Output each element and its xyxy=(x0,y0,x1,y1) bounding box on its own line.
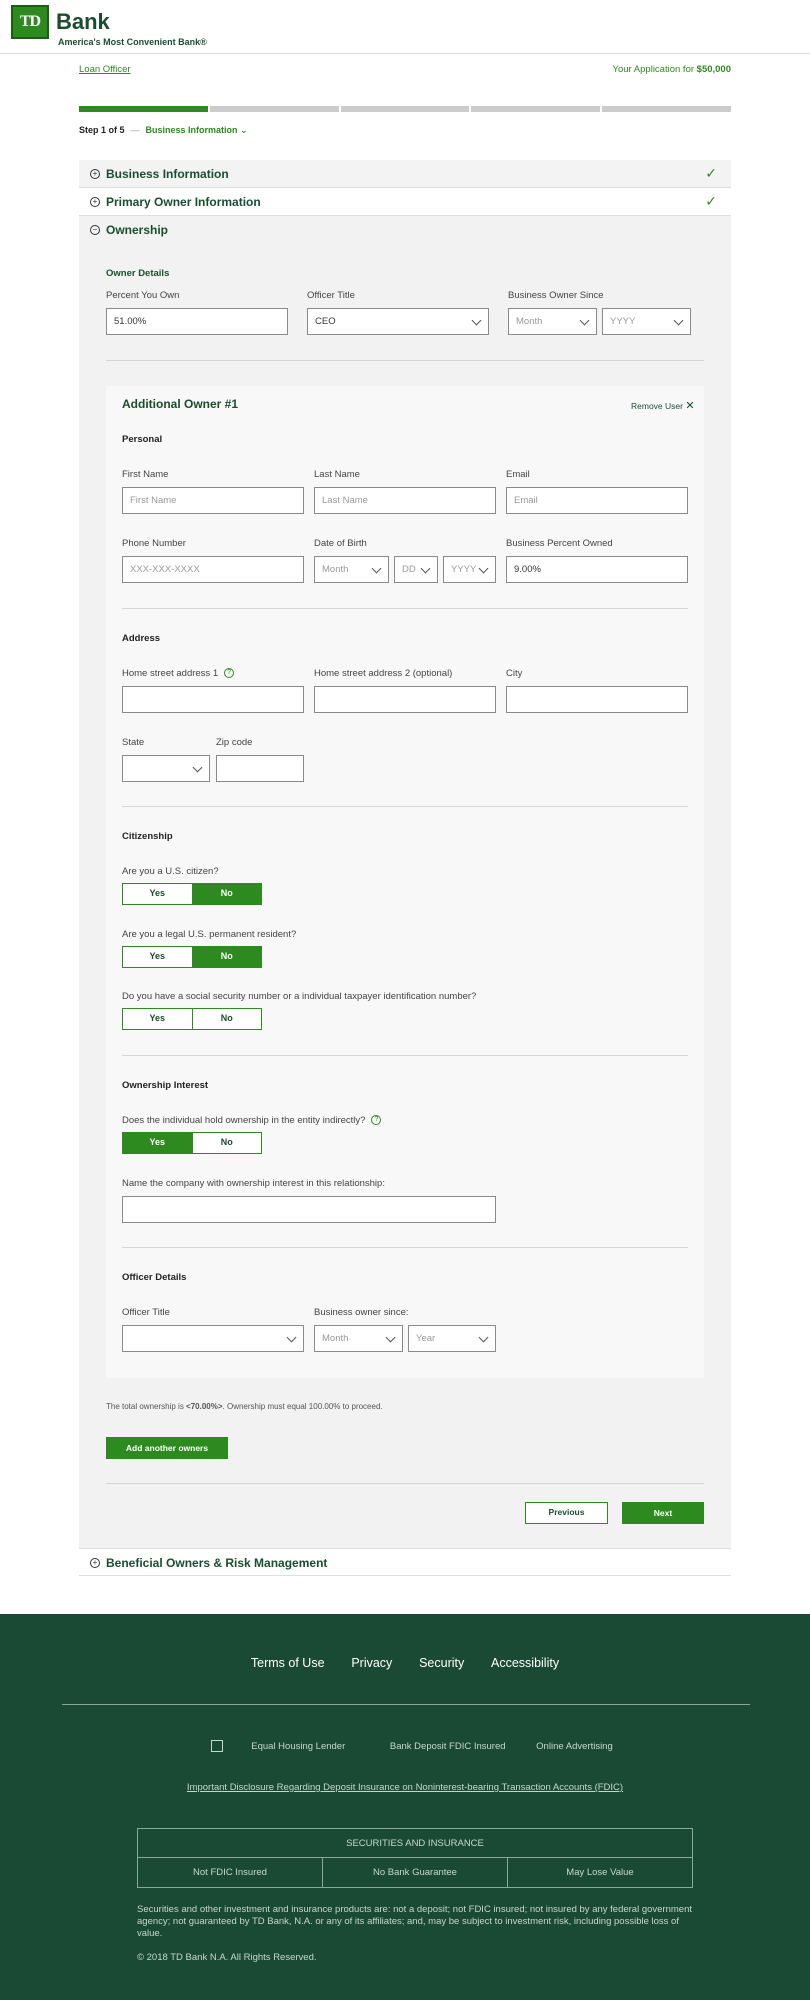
brand-tagline: America's Most Convenient Bank® xyxy=(58,37,207,47)
next-button[interactable]: Next xyxy=(622,1502,704,1524)
zip-input[interactable] xyxy=(216,755,304,782)
step-current: Business Information xyxy=(145,125,238,135)
brand-name: Bank xyxy=(56,9,110,34)
dob-label: Date of Birth xyxy=(314,538,367,549)
ssn-no[interactable]: No xyxy=(192,1009,262,1029)
copyright: © 2018 TD Bank N.A. All Rights Reserved. xyxy=(137,1952,317,1963)
officer-details-heading: Officer Details xyxy=(122,1272,187,1283)
fine-print: Securities and other investment and insurance products are: not a deposit; not FDIC insured; not insured by any federal government agency; not guaranteed by TD Bank, N.A. or any of its affiliates; and, may be subject to investment risk, including possible loss of value. xyxy=(137,1904,693,1939)
year-placeholder: Year xyxy=(416,1333,436,1344)
ssn-yes[interactable]: Yes xyxy=(149,1013,166,1023)
officer-title-select[interactable] xyxy=(307,308,489,335)
securities-cell: Not FDIC Insured xyxy=(193,1867,267,1878)
officer-title-label-2: Officer Title xyxy=(122,1307,170,1318)
section-title: Ownership xyxy=(106,223,169,237)
owner-since-year-select-2[interactable] xyxy=(408,1325,496,1352)
help-icon[interactable]: ? xyxy=(224,668,234,678)
officer-title-select-2[interactable] xyxy=(122,1325,304,1352)
permanent-resident-toggle xyxy=(122,946,262,968)
footer-link-accessibility[interactable]: Accessibility xyxy=(491,1656,560,1670)
equal-housing-label: Equal Housing Lender xyxy=(251,1740,346,1752)
dob-day-placeholder: DD xyxy=(402,564,416,575)
chevron-down-icon xyxy=(386,1333,396,1343)
first-name-label: First Name xyxy=(122,469,169,480)
owner-since-month-select[interactable] xyxy=(508,308,597,335)
close-icon: ✕ xyxy=(685,400,695,412)
divider xyxy=(122,608,688,609)
month-placeholder: Month xyxy=(322,1333,349,1344)
securities-title: SECURITIES AND INSURANCE xyxy=(138,1829,692,1858)
remove-user-label: Remove User xyxy=(631,401,683,411)
permanent-resident-yes[interactable]: Yes xyxy=(149,951,166,961)
expand-icon: + xyxy=(90,1558,100,1568)
permanent-resident-no[interactable]: No xyxy=(192,947,262,967)
application-topbar xyxy=(79,64,731,78)
city-input[interactable] xyxy=(506,686,688,713)
chevron-down-icon xyxy=(674,316,684,326)
divider xyxy=(122,1247,688,1248)
zip-label: Zip code xyxy=(216,737,253,748)
application-amount xyxy=(613,64,732,75)
street1-label xyxy=(122,668,234,679)
securities-table xyxy=(137,1828,693,1888)
site-header xyxy=(0,0,810,54)
expand-icon: + xyxy=(90,197,100,207)
ssn-question: Do you have a social security number or a individual taxpayer identification number? xyxy=(122,991,477,1002)
section-business-information[interactable] xyxy=(79,160,731,188)
dob-year-placeholder: YYYY xyxy=(451,564,477,575)
step-label: Step 1 of 5 xyxy=(79,125,125,135)
checkmark-icon: ✓ xyxy=(705,193,717,209)
application-amount-value: $50,000 xyxy=(696,64,731,75)
owner-details-heading: Owner Details xyxy=(106,268,170,279)
chevron-down-icon xyxy=(479,564,489,574)
email-label: Email xyxy=(506,469,530,480)
section-beneficial-owners[interactable] xyxy=(79,1548,731,1576)
footer-badges xyxy=(0,1740,810,1752)
step-dropdown[interactable] xyxy=(146,125,248,135)
first-name-input[interactable]: First Name xyxy=(122,487,304,514)
chevron-down-icon xyxy=(372,564,382,574)
street1-input[interactable] xyxy=(122,686,304,713)
year-placeholder: YYYY xyxy=(610,316,636,327)
logo-text: TD xyxy=(19,13,41,30)
indirect-ownership-yes[interactable]: Yes xyxy=(123,1133,192,1153)
officer-title-label: Officer Title xyxy=(307,290,355,301)
permanent-resident-question: Are you a legal U.S. permanent resident? xyxy=(122,929,297,940)
previous-button[interactable]: Previous xyxy=(525,1502,608,1524)
us-citizen-toggle xyxy=(122,883,262,905)
owner-since-label-2: Business owner since: xyxy=(314,1307,409,1318)
street2-input[interactable] xyxy=(314,686,496,713)
note-suffix: . Ownership must equal 100.00% to proceed. xyxy=(222,1402,383,1411)
progress-bar xyxy=(79,106,731,112)
chevron-down-icon xyxy=(287,1333,297,1343)
td-logo[interactable] xyxy=(11,5,49,39)
securities-cell: No Bank Guarantee xyxy=(322,1858,507,1887)
footer-divider xyxy=(62,1704,750,1705)
section-title: Business Information xyxy=(106,167,229,181)
help-icon[interactable]: ? xyxy=(371,1115,381,1125)
progress-segment-1 xyxy=(79,106,208,112)
progress-segment-3 xyxy=(341,106,470,112)
state-label: State xyxy=(122,737,145,748)
chevron-down-icon xyxy=(421,564,431,574)
officer-title-value: CEO xyxy=(315,316,336,327)
address-heading: Address xyxy=(122,633,161,644)
last-name-input[interactable]: Last Name xyxy=(314,487,496,514)
online-advertising-link[interactable]: Online Advertising xyxy=(536,1740,613,1752)
chevron-down-icon xyxy=(580,316,590,326)
percent-own-label: Percent You Own xyxy=(106,290,180,301)
owner-since-month-select-2[interactable] xyxy=(314,1325,403,1352)
phone-input[interactable]: XXX-XXX-XXXX xyxy=(122,556,304,583)
remove-user-button[interactable] xyxy=(631,399,695,412)
expand-icon: + xyxy=(90,169,100,179)
us-citizen-no[interactable]: No xyxy=(192,884,262,904)
section-ownership[interactable] xyxy=(79,216,731,244)
progress-segment-4 xyxy=(471,106,600,112)
personal-heading: Personal xyxy=(122,434,163,445)
step-separator: — xyxy=(130,125,140,135)
phone-label: Phone Number xyxy=(122,538,186,549)
footer-link-security[interactable]: Security xyxy=(419,1656,465,1670)
company-name-input[interactable] xyxy=(122,1196,496,1223)
fdic-disclosure-link[interactable]: Important Disclosure Regarding Deposit Insurance on Noninterest-bearing Transaction Accounts (FDIC) xyxy=(186,1782,624,1793)
divider xyxy=(122,1055,688,1056)
section-primary-owner[interactable] xyxy=(79,188,731,216)
indirect-ownership-no[interactable]: No xyxy=(192,1133,262,1153)
dob-month-select[interactable] xyxy=(314,556,389,583)
progress-segment-5 xyxy=(602,106,731,112)
chevron-down-icon xyxy=(193,763,203,773)
footer-link-terms[interactable]: Terms of Use xyxy=(250,1656,325,1670)
chevron-down-icon xyxy=(472,316,482,326)
indirect-ownership-question xyxy=(122,1115,381,1126)
citizenship-heading: Citizenship xyxy=(122,831,173,842)
owner-since-label: Business Owner Since xyxy=(508,290,604,301)
last-name-label: Last Name xyxy=(314,469,360,480)
additional-owner-title: Additional Owner #1 xyxy=(122,397,239,411)
indirect-ownership-question-text: Does the individual hold ownership in the entity indirectly? xyxy=(122,1115,366,1126)
checkmark-icon: ✓ xyxy=(705,165,717,181)
section-title: Primary Owner Information xyxy=(106,195,261,209)
percent-own-input[interactable]: 51.00% xyxy=(106,308,288,335)
dob-day-select[interactable] xyxy=(394,556,438,583)
street1-label-text: Home street address 1 xyxy=(122,668,219,679)
divider xyxy=(106,360,704,361)
street2-label: Home street address 2 (optional) xyxy=(314,668,453,679)
divider xyxy=(122,806,688,807)
indirect-ownership-toggle xyxy=(122,1132,262,1154)
equal-housing-item[interactable] xyxy=(197,1741,359,1752)
step-indicator xyxy=(79,125,248,136)
percent-owned-label: Business Percent Owned xyxy=(506,538,613,549)
securities-cells xyxy=(138,1858,692,1887)
company-name-label: Name the company with ownership interest in this relationship: xyxy=(122,1178,385,1189)
chevron-down-icon: ⌄ xyxy=(240,125,248,135)
site-footer xyxy=(0,1614,810,2000)
us-citizen-yes[interactable]: Yes xyxy=(149,888,166,898)
progress-segment-2 xyxy=(210,106,339,112)
ownership-total-note xyxy=(106,1402,383,1411)
ssn-toggle xyxy=(122,1008,262,1030)
dob-year-select[interactable] xyxy=(443,556,496,583)
month-placeholder: Month xyxy=(516,316,543,327)
state-select[interactable] xyxy=(122,755,210,782)
footer-links xyxy=(0,1656,810,1670)
owner-since-year-select[interactable] xyxy=(602,308,691,335)
equal-housing-icon xyxy=(211,1740,223,1752)
ownership-total-value: <70.00%> xyxy=(186,1402,223,1411)
percent-owned-input[interactable]: 9.00% xyxy=(506,556,688,583)
divider xyxy=(106,1483,704,1484)
fdic-item[interactable]: Bank Deposit FDIC Insured xyxy=(389,1740,506,1752)
additional-owner-card xyxy=(106,386,704,1378)
ownership-interest-heading: Ownership Interest xyxy=(122,1080,209,1091)
chevron-down-icon xyxy=(479,1333,489,1343)
footer-link-privacy[interactable]: Privacy xyxy=(351,1656,393,1670)
dob-month-placeholder: Month xyxy=(322,564,349,575)
collapse-icon: − xyxy=(90,225,100,235)
securities-cell: May Lose Value xyxy=(507,1858,692,1887)
email-input[interactable]: Email xyxy=(506,487,688,514)
section-title: Beneficial Owners & Risk Management xyxy=(106,1556,328,1570)
application-prefix: Your Application for xyxy=(612,64,697,75)
us-citizen-question: Are you a U.S. citizen? xyxy=(122,866,219,877)
city-label: City xyxy=(506,668,523,679)
note-prefix: The total ownership is xyxy=(106,1402,187,1411)
loan-officer-link[interactable]: Loan Officer xyxy=(79,64,131,75)
add-owner-button[interactable]: Add another owners xyxy=(106,1437,228,1459)
